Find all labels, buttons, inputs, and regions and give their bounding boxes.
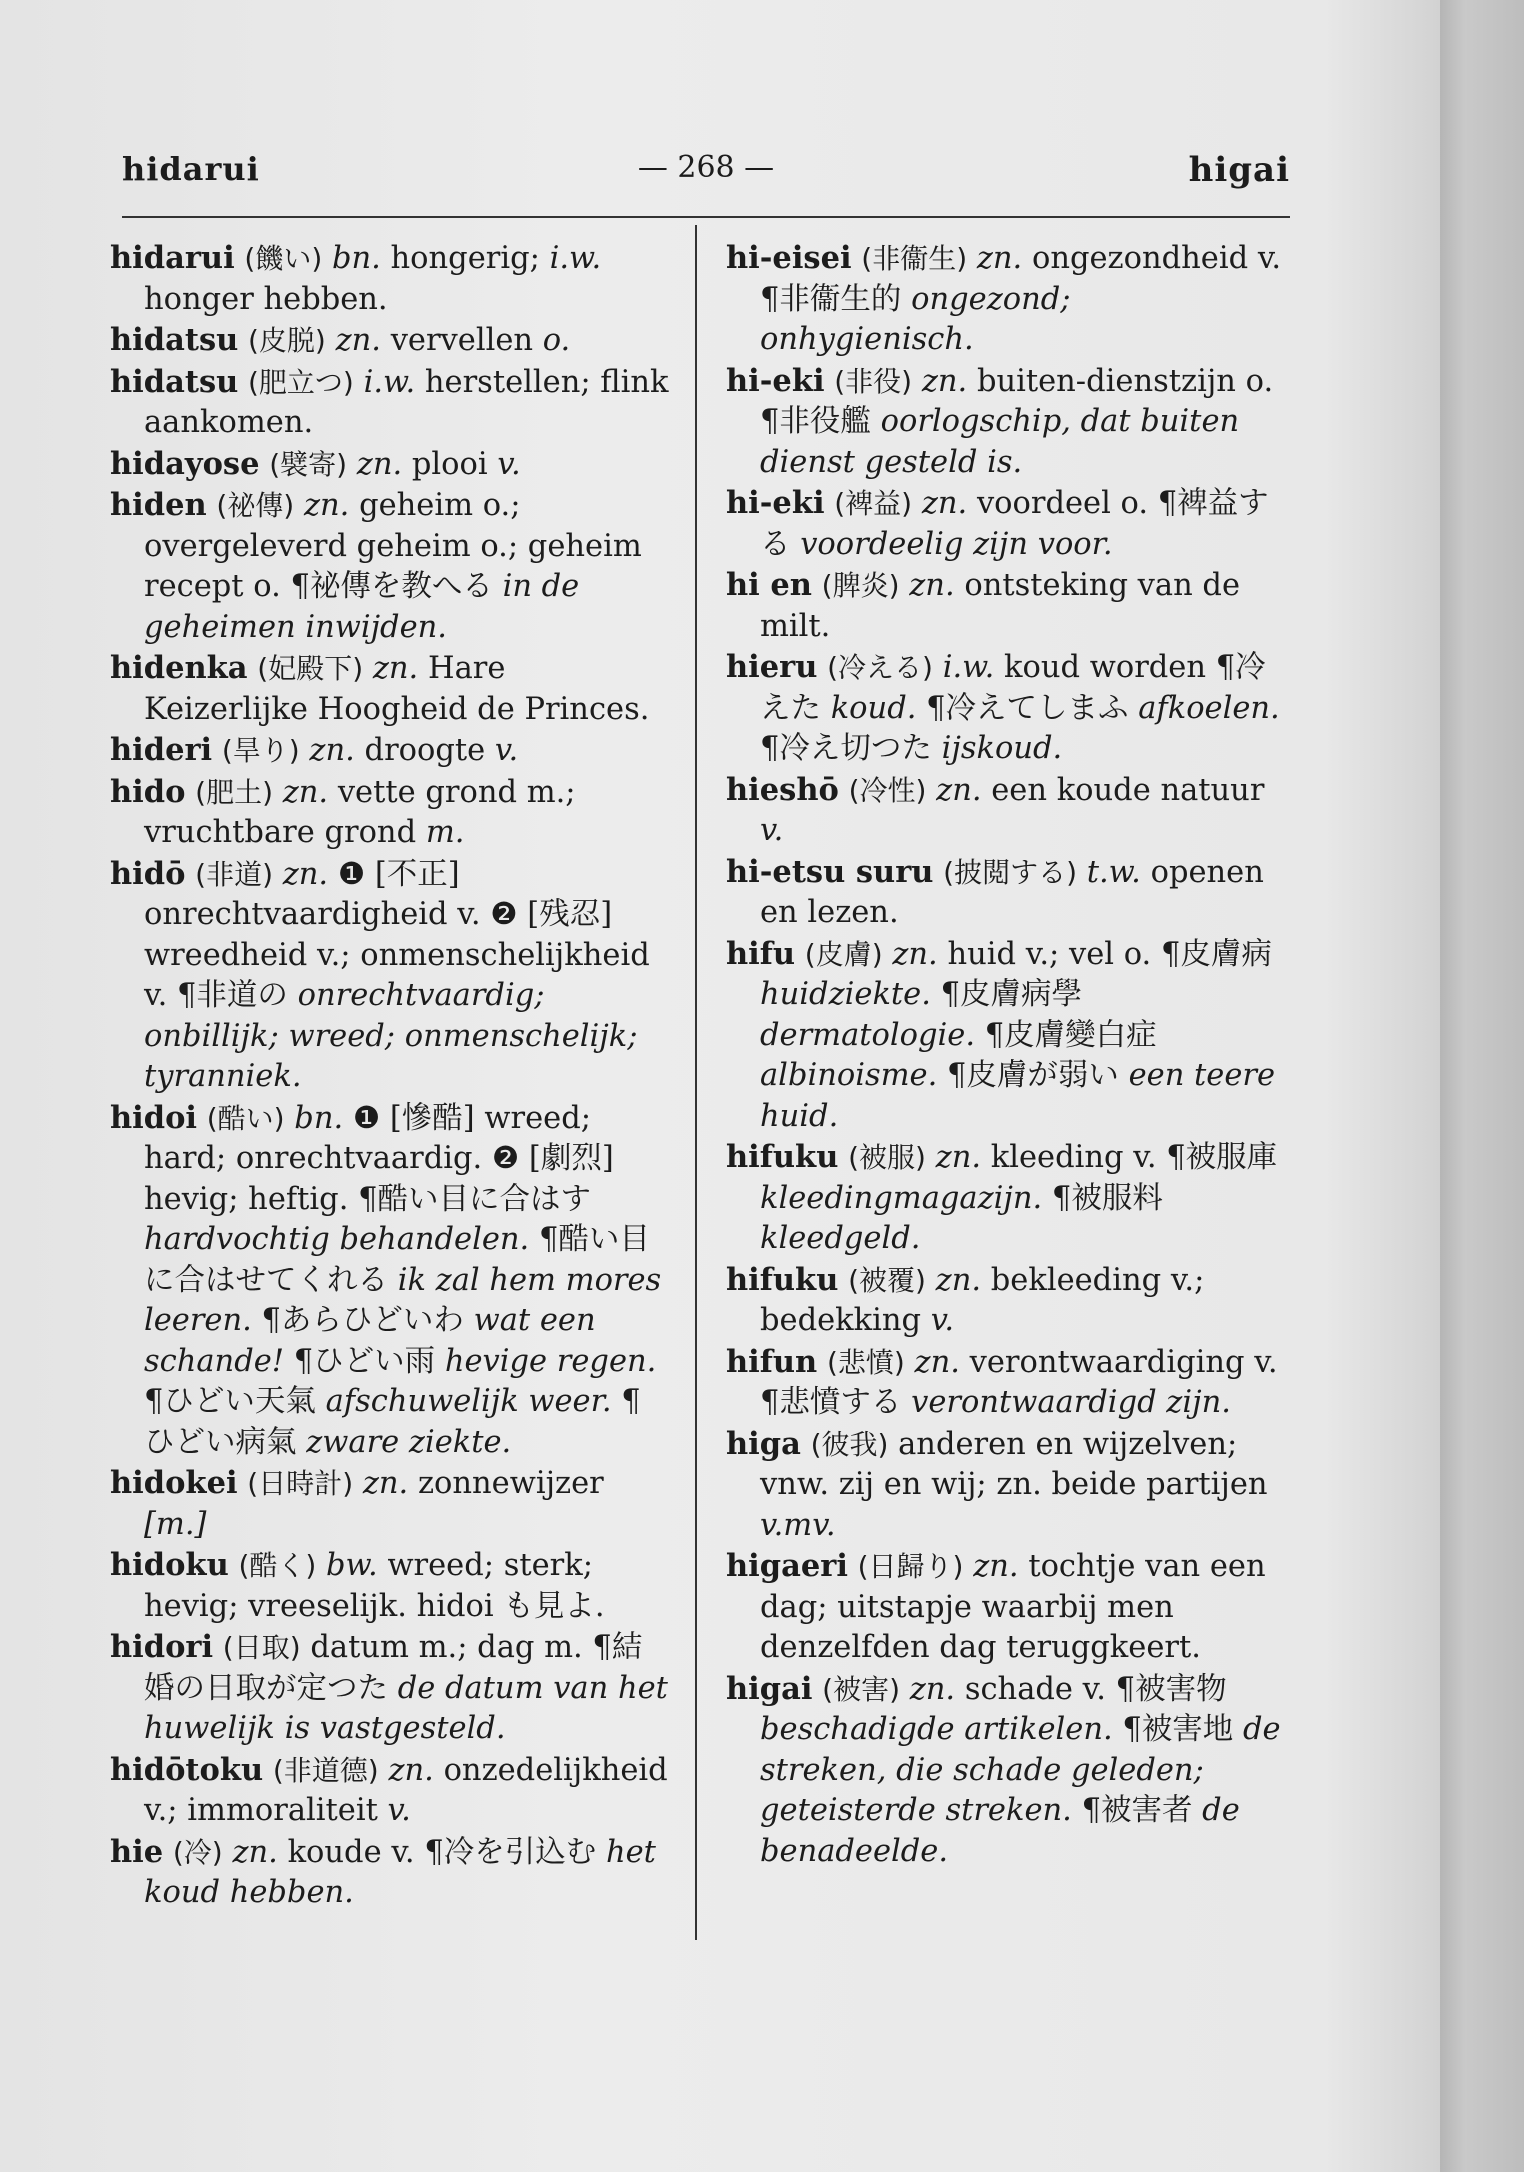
part-of-speech: zn. xyxy=(356,446,403,482)
part-of-speech: zn. xyxy=(303,488,350,523)
part-of-speech: bn. xyxy=(331,241,381,276)
definition-text: plooi xyxy=(411,446,488,482)
header-rule xyxy=(122,216,1290,218)
definition-text: wreed; sterk; hevig; vreeselijk. hidoi も見よ. xyxy=(144,1548,605,1624)
part-of-speech: zn. xyxy=(232,1834,278,1870)
definition-text: geheim o.; overgeleverd geheim o.; geheim recept o. ¶祕傳を教へる xyxy=(144,488,642,604)
kanji-form: (饑い) xyxy=(244,242,323,275)
headword: hifun xyxy=(726,1343,818,1380)
part-of-speech: zn. xyxy=(914,1344,960,1380)
dictionary-entry xyxy=(110,1832,670,1914)
definition-text: Hare Keizerlijke Hoogheid de Princes. xyxy=(144,651,650,727)
definition-text: ¶冷えてしまふ xyxy=(926,690,1129,726)
definition-italic: zware ziekte. xyxy=(306,1424,512,1460)
dictionary-entry xyxy=(110,1463,670,1545)
definition-italic: ijskoud. xyxy=(941,731,1063,766)
definition-italic: kleedgeld. xyxy=(760,1221,921,1256)
headword: hidenka xyxy=(110,650,248,686)
headword: hi-etsu suru xyxy=(726,853,934,890)
definition-italic: de benadeelde. xyxy=(760,1793,1240,1869)
definition-text: verontwaardiging v. ¶悲憤する xyxy=(760,1344,1278,1420)
part-of-speech: zn. xyxy=(335,323,381,358)
definition-italic: in de geheimen inwijden. xyxy=(144,569,580,645)
headword: hi-eki xyxy=(726,362,825,399)
definition-italic: wat een schande! xyxy=(144,1303,596,1379)
headword: hidō xyxy=(110,855,186,892)
header-last-word: higai xyxy=(1188,150,1290,190)
dictionary-entry xyxy=(726,647,1286,770)
part-of-speech: zn. xyxy=(921,363,968,399)
dictionary-entry xyxy=(726,934,1286,1138)
headword: hidōtoku xyxy=(110,1751,264,1788)
definition-italic: het koud hebben. xyxy=(144,1834,656,1910)
definition-text: zonnewijzer xyxy=(417,1466,604,1501)
part-of-speech: zn. xyxy=(909,568,955,603)
page-number: — 268 — xyxy=(637,150,775,185)
dictionary-entry xyxy=(110,238,670,320)
right-column xyxy=(726,238,1286,1872)
headword: hifuku xyxy=(726,1139,839,1175)
headword: hidokei xyxy=(110,1465,238,1501)
headword: hieshō xyxy=(726,771,839,808)
kanji-form: (日歸り) xyxy=(857,1550,964,1583)
definition-text: koud worden ¶冷えた xyxy=(760,650,1266,726)
part-of-speech: zn. xyxy=(976,241,1023,276)
dictionary-entry xyxy=(110,1750,670,1832)
kanji-form: (被服) xyxy=(848,1141,926,1174)
kanji-form: (冷) xyxy=(172,1835,223,1869)
headword: hiden xyxy=(110,487,207,523)
definition-text: ¶被害者 xyxy=(1081,1793,1193,1828)
part-of-speech: i.w. xyxy=(942,650,995,685)
kanji-form: (裨益) xyxy=(834,487,913,520)
definition-italic: hardvochtig behandelen. xyxy=(144,1222,530,1257)
kanji-form: (非衞生) xyxy=(861,242,968,275)
part-of-speech: zn. xyxy=(388,1752,434,1788)
definition-italic: verontwaardigd zijn. xyxy=(911,1385,1231,1420)
definition-text: vervellen xyxy=(390,323,534,358)
dictionary-entry xyxy=(726,1260,1286,1342)
kanji-form: (非役) xyxy=(834,364,913,398)
definition-italic: [m.] xyxy=(144,1506,207,1542)
dictionary-entry xyxy=(110,1098,670,1464)
definition-italic: v. xyxy=(387,1793,411,1828)
headword: hifu xyxy=(726,935,796,972)
dictionary-entry xyxy=(726,1137,1286,1260)
part-of-speech: zn. xyxy=(936,772,982,808)
definition-text: kleeding v. ¶被服庫 xyxy=(990,1140,1278,1175)
part-of-speech: zn. xyxy=(282,774,329,810)
definition-italic: i.w. xyxy=(549,241,602,276)
dictionary-entry xyxy=(726,1424,1286,1547)
column-divider xyxy=(695,225,697,1940)
headword: hidayose xyxy=(110,445,260,482)
definition-text: schade v. ¶被害物 xyxy=(964,1671,1227,1707)
definition-text: vette grond m.; vruchtbare grond xyxy=(144,774,576,850)
kanji-form: (肥立つ) xyxy=(248,365,354,399)
dictionary-entry xyxy=(110,362,670,444)
headword: higa xyxy=(726,1425,801,1462)
headword: hieru xyxy=(726,649,818,685)
definition-italic: v. xyxy=(494,733,519,768)
definition-text: ❶ [慘酷] wreed; hard; onrechtvaardig. ❷ [劇烈] hevig; heftig. ¶酷い目に合はす xyxy=(144,1100,614,1217)
kanji-form: (妃殿下) xyxy=(257,652,364,685)
kanji-form: (皮膚) xyxy=(804,937,883,971)
headword: hidatsu xyxy=(110,322,239,358)
dictionary-entry xyxy=(726,238,1286,361)
definition-text: huid v.; vel o. ¶皮膚病 xyxy=(947,936,1272,972)
definition-italic: onrechtvaardig; onbillijk; wreed; onmenschelijk; tyranniek. xyxy=(144,978,638,1094)
dictionary-entry xyxy=(726,770,1286,852)
dictionary-entry xyxy=(726,1546,1286,1669)
definition-italic: koud. xyxy=(830,690,917,726)
definition-text: ¶あらひどいわ xyxy=(261,1303,464,1338)
dictionary-entry xyxy=(110,485,670,648)
headword: hidarui xyxy=(110,240,235,276)
part-of-speech: zn. xyxy=(892,936,938,972)
headword: hifuku xyxy=(726,1261,839,1298)
definition-text: datum m.; dag m. ¶結婚の日取が定つた xyxy=(144,1630,643,1706)
dictionary-entry xyxy=(110,320,670,362)
kanji-form: (祕傳) xyxy=(216,489,295,522)
definition-italic: ik zal hem mores leeren. xyxy=(144,1262,662,1338)
headword: hidatsu xyxy=(110,363,239,400)
definition-italic: voordeelig zijn voor. xyxy=(800,526,1113,562)
definition-text: droogte xyxy=(364,733,486,768)
definition-text: herstellen; flink aankomen. xyxy=(144,364,669,440)
dictionary-entry xyxy=(110,730,670,772)
definition-text: een koude natuur xyxy=(991,772,1265,808)
definition-text: ¶冷え切つた xyxy=(760,731,932,766)
definition-text: koude v. ¶冷を引込む xyxy=(287,1834,597,1870)
kanji-form: (日時計) xyxy=(247,1467,354,1500)
kanji-form: (日取) xyxy=(222,1631,301,1664)
part-of-speech: zn. xyxy=(309,733,355,768)
definition-italic: oorlogschip, dat buiten dienst gesteld is. xyxy=(760,404,1240,480)
kanji-form: (被害) xyxy=(822,1672,900,1706)
definition-italic: de streken, die schade geleden; geteisterde streken. xyxy=(760,1712,1281,1828)
definition-italic: huidziekte. xyxy=(760,977,931,1012)
kanji-form: (冷性) xyxy=(848,773,927,807)
kanji-form: (非道德) xyxy=(272,1753,379,1787)
headword: hidori xyxy=(110,1629,214,1665)
part-of-speech: zn. xyxy=(362,1466,409,1501)
dictionary-entry xyxy=(726,1342,1286,1424)
part-of-speech: zn. xyxy=(282,856,329,892)
headword: higai xyxy=(726,1670,813,1707)
headword: hido xyxy=(110,773,186,810)
dictionary-entry xyxy=(110,772,670,854)
dictionary-entry xyxy=(726,565,1286,647)
kanji-form: (冷える) xyxy=(827,651,933,684)
definition-italic: ongezond; onhygienisch. xyxy=(760,281,1071,357)
dictionary-entry xyxy=(726,483,1286,565)
definition-text: buiten-dienstzijn o. ¶非役艦 xyxy=(760,363,1274,439)
definition-italic: m. xyxy=(425,815,465,850)
definition-italic: een teere huid. xyxy=(760,1058,1276,1134)
definition-italic: dermatologie. xyxy=(760,1017,976,1053)
kanji-form: (酷い) xyxy=(206,1101,285,1135)
definition-text: ontsteking van de milt. xyxy=(760,568,1241,644)
definition-text: honger hebben. xyxy=(144,281,388,317)
definition-italic: v. xyxy=(760,813,784,848)
definition-text: ¶被害地 xyxy=(1122,1712,1234,1747)
definition-italic: albinoisme. xyxy=(760,1058,938,1093)
page-header xyxy=(122,150,1290,200)
headword: hie xyxy=(110,1833,164,1870)
definition-text: ¶ひどい天氣 xyxy=(144,1384,316,1419)
kanji-form: (皮脱) xyxy=(248,324,326,357)
headword: hideri xyxy=(110,732,213,768)
headword: hidoku xyxy=(110,1547,229,1583)
definition-italic: de datum van het huwelijk is vastgesteld. xyxy=(144,1670,668,1746)
dictionary-entry xyxy=(726,852,1286,934)
definition-italic: afkoelen. xyxy=(1138,690,1280,726)
dictionary-entry xyxy=(110,444,670,486)
definition-text: ❶ [不正] onrechtvaardigheid v. ❷ [残忍] wreedheid v.; onmenschelijkheid v. ¶非道の xyxy=(144,856,650,1013)
dictionary-entry xyxy=(110,1545,670,1627)
kanji-form: (彼我) xyxy=(810,1427,889,1461)
kanji-form: (酷く) xyxy=(238,1549,317,1582)
definition-text: ¶被服料 xyxy=(1051,1180,1163,1216)
part-of-speech: bn. xyxy=(294,1100,344,1136)
part-of-speech: i.w. xyxy=(363,364,416,400)
kanji-form: (旱り) xyxy=(221,734,300,767)
definition-text: ¶酷い目に合はせてくれる xyxy=(144,1222,650,1298)
definition-italic: hevige regen. xyxy=(444,1343,657,1379)
part-of-speech: zn. xyxy=(973,1549,1019,1584)
dictionary-entry xyxy=(726,1669,1286,1873)
definition-text: openen en lezen. xyxy=(760,854,1264,930)
dictionary-entry xyxy=(110,648,670,730)
definition-text: voordeel o. ¶裨益する xyxy=(760,486,1269,562)
headword: hi en xyxy=(726,567,812,603)
definition-text: ongezondheid v. ¶非衞生的 xyxy=(760,241,1282,317)
part-of-speech: t.w. xyxy=(1086,854,1141,890)
part-of-speech: bw. xyxy=(326,1548,378,1583)
dictionary-entry xyxy=(110,854,670,1098)
part-of-speech: zn. xyxy=(935,1140,982,1175)
definition-text: ¶ひどい病氣 xyxy=(144,1384,641,1460)
definition-italic: afschuwelijk weer. xyxy=(325,1384,612,1419)
kanji-form: (肥土) xyxy=(195,775,273,809)
definition-text: hongerig; xyxy=(390,241,540,276)
definition-text: onzedelijkheid v.; immoraliteit xyxy=(144,1752,668,1828)
definition-text: tochtje van een dag; uitstapje waarbij men denzelfden dag teruggkeert. xyxy=(760,1549,1266,1665)
part-of-speech: zn. xyxy=(372,651,419,686)
dictionary-entry xyxy=(110,1627,670,1750)
dictionary-entry xyxy=(726,361,1286,484)
definition-text: bekleeding v.; bedekking xyxy=(760,1262,1205,1338)
definition-italic: v.mv. xyxy=(760,1507,836,1543)
headword: hidoi xyxy=(110,1099,198,1136)
definition-italic: kleedingmagazijn. xyxy=(760,1180,1043,1216)
part-of-speech: zn. xyxy=(909,1671,956,1707)
definition-text: ¶ひどい雨 xyxy=(293,1343,436,1379)
definition-text: anderen en wijzelven; vnw. zij en wij; zn. beide partijen xyxy=(760,1426,1268,1502)
definition-italic: o. xyxy=(542,323,571,358)
definition-italic: v. xyxy=(930,1303,955,1338)
definition-italic: v. xyxy=(497,446,521,482)
kanji-form: (披閲する) xyxy=(943,855,1078,889)
header-first-word: hidarui xyxy=(122,150,260,188)
headword: hi-eki xyxy=(726,485,825,521)
definition-text: ¶皮膚が弱い xyxy=(947,1058,1119,1093)
left-column xyxy=(110,238,670,1914)
kanji-form: (非道) xyxy=(195,857,273,891)
definition-text: ¶皮膚變白症 xyxy=(984,1017,1157,1053)
headword: hi-eisei xyxy=(726,240,852,276)
kanji-form: (悲憤) xyxy=(826,1345,905,1379)
page-edge xyxy=(1440,0,1524,2172)
kanji-form: (脾炎) xyxy=(821,569,900,602)
part-of-speech: zn. xyxy=(935,1262,982,1298)
headword: higaeri xyxy=(726,1548,848,1584)
definition-italic: beschadigde artikelen. xyxy=(760,1712,1113,1747)
definition-text: ¶皮膚病學 xyxy=(940,977,1083,1012)
part-of-speech: zn. xyxy=(921,486,968,521)
kanji-form: (被覆) xyxy=(848,1263,926,1297)
kanji-form: (襞寄) xyxy=(269,447,348,481)
